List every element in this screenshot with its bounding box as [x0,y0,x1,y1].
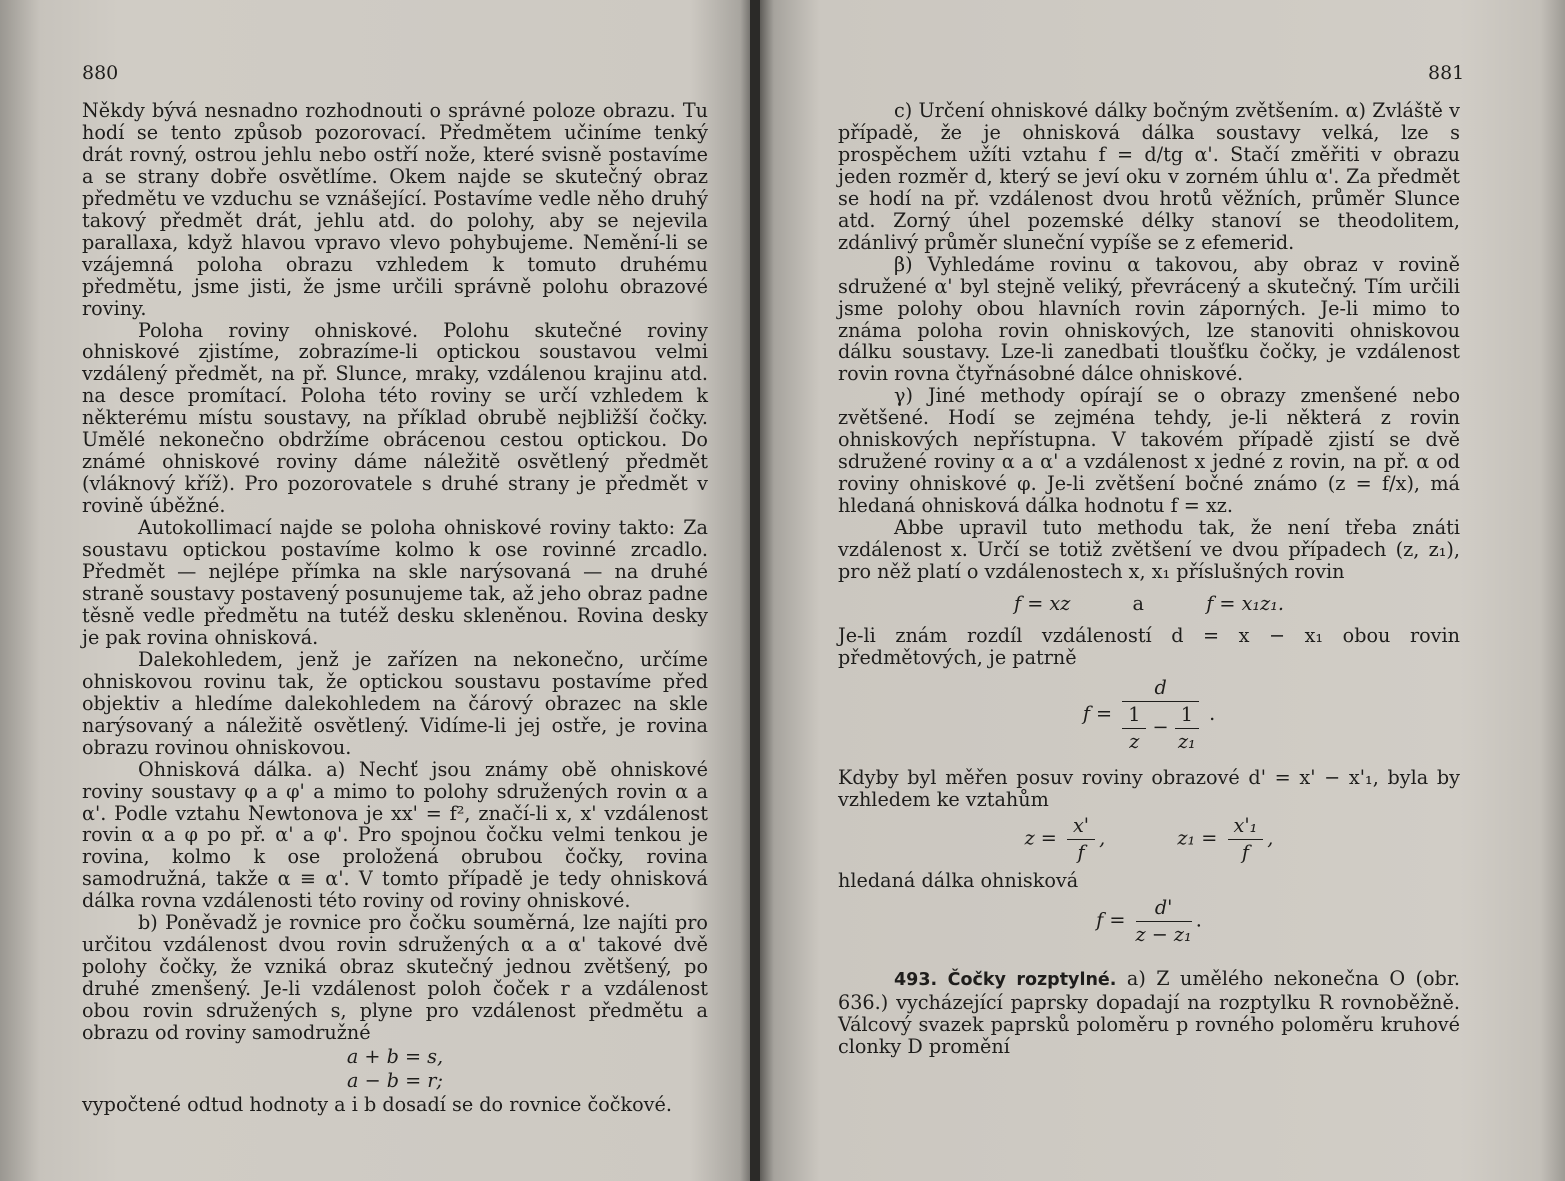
formula-fraction: f = $\frac{d'}{\text{z − z₁}}$ . [1096,896,1202,947]
page-number: 881 [1428,62,1465,84]
paragraph: Je-li znám rozdíl vzdáleností d = x − x₁ obou rovin předmětových, je patrně [838,623,1460,669]
formula-fraction: f = d $\frac{1}{z}$ − $\frac{1}{\text{z₁}}$ . [1082,675,1216,753]
paragraph: γ) Jiné methody opírají se o obrazy zmenšené nebo zvětšené. Hodí se zejména tehdy, je-li některá z rovin ohniskových nepřístupna. V takovém případě zjistí se dvě sdružené roviny α a α' a vzdálenost x jedné z rovin, na př. α od roviny ohniskové φ. Je-li zvětšení bočné známo (z = f/x), má hledaná ohnisková dálka hodnotu f = xz. [838,384,1460,518]
page-number: 880 [82,62,119,84]
fraction-lhs: z = [1024,826,1057,850]
right-page [760,0,1565,1181]
fraction [1122,677,1199,753]
formula-conjunction: a [1132,591,1144,615]
paragraph: Abbe upravil tuto methodu tak, že není třeba znáti vzdálenost x. Určí se totiž zvětšení ve dvou případech (z, z₁), pro něž platí o vzdálenostech x, x₁ příslušných rovin [838,516,1460,584]
section-paragraph [838,968,1460,1058]
paragraph: Poloha roviny ohniskové. Polohu skutečné roviny ohniskové zjistíme, zobrazíme-li optickou soustavou velmi vzdálený předmět, na př. Slunce, mraky, vzdálenou krajinu atd. na desce promítací. Poloha této roviny se určí vzhledem k některému místu soustavy, na příklad obrubě nejbližší čočky. Umělé nekonečno obdržíme obrácenou cestou optickou. Do známé ohniskové roviny dáme náležitě osvětlený předmět (vláknový kříž). Pro pozorovatele s druhé strany je předmět v rovině úběžné. [82,318,708,518]
formula-row [838,593,1460,615]
fraction-numerator: 1 [1175,704,1199,729]
fraction-lhs: f = [1082,701,1113,725]
paragraph: c) Určení ohniskové dálky bočným zvětšením. α) Zvláště v případě, že je ohnisková dálka soustavy velká, lze s prospěchem užíti vztahu f = d/tg α'. Stačí změřiti v obrazu jeden rozměr d, který se jeví oku v zorném úhlu α'. Za předmět se hodí na př. vzdálenost dvou hrotů věžních, průměr Slunce atd. Zorný úhel pozemské délky stanoví se theodolitem, zdánlivý průměr sluneční vypíše se z efemerid. [838,99,1460,254]
paragraph: hledaná dálka ohnisková [838,868,1079,892]
fraction-denominator: z [1129,729,1140,753]
fraction-lhs: f = [1096,908,1126,932]
fraction [1175,704,1199,753]
fraction-numerator: d' [1136,897,1192,922]
paragraph: Dalekohledem, jenž je zařízen na nekonečno, určíme ohniskovou rovinu tak, že optickou soustavu postavíme před objektiv a hledíme dalekohledem na čárový obrazec na skle narýsovaný a náležitě osvětlený. Vidíme-li jej ostře, je rovina obrazu rovinou ohniskovou. [82,647,708,759]
fraction-numerator: x'₁ [1228,815,1264,840]
paragraph: Někdy bývá nesnadno rozhodnouti o správné poloze obrazu. Tu hodí se tento způsob pozorovací. Předmětem učiníme tenký drát rovný, ostrou jehlu nebo ostří nože, které svisně postavíme a se strany dobře osvětlíme. Okem najde se skutečný obraz předmětu ve vzduchu se vznášející. Postavíme vedle něho druhý takový předmět drát, jehlu atd. do polohy, aby se nejevila parallaxa, když hlavou vpravo vlevo pohybujeme. Nemění-li se vzájemná poloha obrazu vzhledem k tomuto druhému předmětu, jsme jisti, že jsme určili správně polohu obrazové roviny. [82,99,708,320]
left-page-text [82,100,708,1116]
right-page-text [838,100,1460,1058]
section-heading: 493. Čočky rozptylné. [894,970,1117,991]
fraction-denominator: z − z₁ [1135,923,1192,947]
fraction [1136,897,1192,946]
formula: f = x₁z₁. [1206,591,1284,615]
fraction-denominator: f [1077,840,1085,864]
paragraph: vypočtené odtud hodnoty a i b dosadí se do rovnice čočkové. [82,1092,672,1116]
fraction-lhs: z₁ = [1177,826,1218,850]
paragraph: Ohnisková dálka. a) Nechť jsou známy obě ohniskové roviny soustavy φ a φ' a mimo to polohy sdružených rovin α a α'. Podle vztahu Newtonova je xx' = f², značí-li x, x' vzdálenost rovin α a φ po př. α' a φ'. Pro spojnou čočku velmi tenkou je rovina, kolmo k ose proložená obrubou čočky, rovina samodružná, takže α ≡ α'. V tomto případě je tedy ohnisková dálka rovna vzdálenosti této roviny od roviny ohniskové. [82,757,708,913]
fraction [1067,815,1095,864]
fraction-denominator: z₁ [1177,729,1196,753]
section-text: a) Z umělého nekonečna O (obr. 636.) vycházející paprsky dopadají na rozptylku R rovnoběžně. Válcový svazek paprsků poloměru p rovného poloměru kruhové clonky D promění [838,967,1460,1059]
fraction-numerator: 1 [1122,704,1146,729]
formula: a − b = r; [347,1068,443,1092]
fraction [1228,815,1264,864]
paragraph: Kdyby byl měřen posuv roviny obrazové d' = x' − x'₁, byla by vzhledem ke vztahům [838,765,1460,811]
formula: a + b = s, [346,1044,444,1068]
formula-row: z = $\frac{x'}{f}$ , z₁ = $\frac{\text{x'₁}}{f}$ , [1024,813,1274,864]
fraction-numerator: d [1122,677,1199,702]
fraction [1122,704,1146,753]
paragraph: β) Vyhledáme rovinu α takovou, aby obraz v rovině sdružené α' byl stejně veliký, převrácený a skutečný. Tím určili jsme polohy obou hlavních rovin záporných. Je-li mimo to známa poloha rovin ohniskových, lze stanoviti ohniskovou dálku soustavy. Lze-li zanedbati tloušťku čočky, je vzdálenost rovin rovna čtyřnásobné dálce ohniskové. [838,252,1460,386]
fraction-denominator: $\frac{1}{z}$ − $\frac{1}{\text{z₁}}$ [1122,702,1199,753]
formula: f = xz [1014,591,1071,615]
fraction-denominator: f [1241,840,1249,864]
fraction-numerator: x' [1067,815,1095,840]
left-page [0,0,752,1181]
paragraph: Autokollimací najde se poloha ohniskové roviny takto: Za soustavu optickou postavíme kolmo k ose rovinné zrcadlo. Předmět — nejlépe přímka na skle narýsovaná — na druhé straně soustavy postavený posunujeme tak, až jeho obraz padne těsně vedle předmětu na tutéž desku skleněnou. Rovina desky je pak rovina ohnisková. [82,516,708,649]
paragraph: b) Poněvadž je rovnice pro čočku souměrná, lze najíti pro určitou vzdálenost dvou rovin sdružených α a α' takové dvě polohy čočky, že vzniká obraz skutečný jednou zvětšený, po druhé zmenšený. Je-li vzdálenost poloh čoček r a vzdálenost obou rovin sdružených s, plyne pro vzdálenost předmětu a obrazu od roviny samodružné [82,911,708,1045]
